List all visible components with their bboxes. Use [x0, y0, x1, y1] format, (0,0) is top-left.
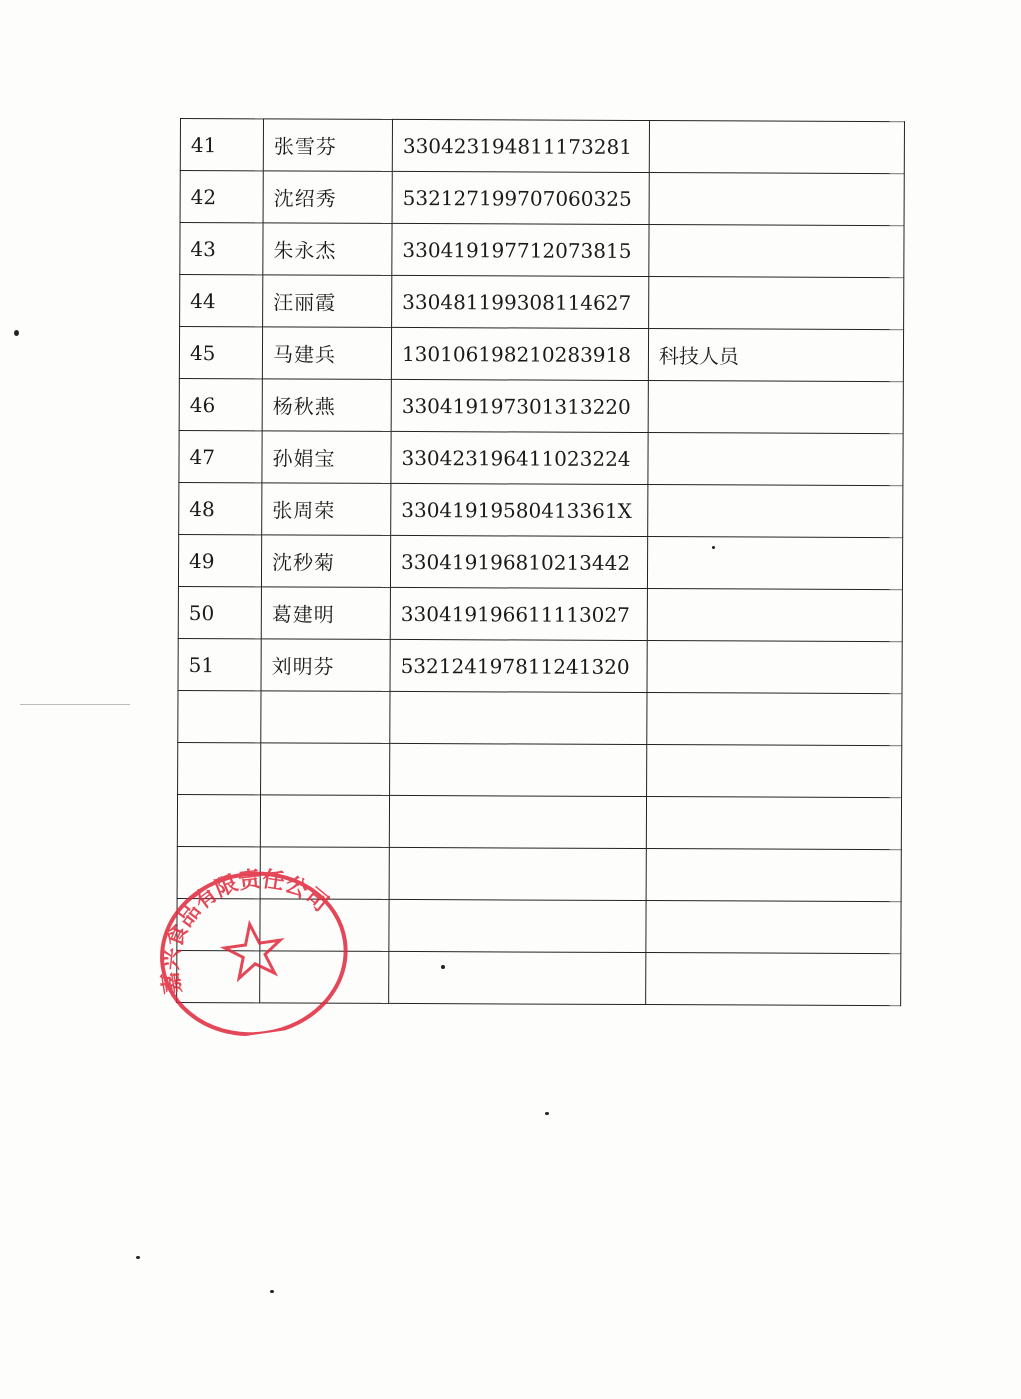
scan-artifact-line: [20, 704, 130, 705]
name-cell: 刘明芬: [261, 639, 390, 692]
seal-text-arc: 嘉兴食品有限责任公司: [158, 867, 333, 996]
name-cell: 杨秋燕: [262, 379, 391, 432]
row-number-cell: 51: [178, 638, 261, 690]
table-row: [177, 794, 901, 849]
scan-speck: [14, 330, 19, 336]
name-cell: [261, 743, 390, 796]
id-number-cell: [389, 847, 646, 900]
id-number-cell: 532124197811241320: [390, 639, 647, 692]
note-cell: [649, 277, 904, 330]
row-number-cell: 46: [179, 378, 262, 430]
note-cell: 科技人员: [648, 329, 903, 382]
name-cell: 葛建明: [261, 587, 390, 640]
row-number-cell: 43: [180, 223, 263, 275]
row-number-cell: 48: [179, 482, 262, 534]
note-cell: [648, 381, 903, 434]
row-number-cell: 50: [178, 586, 261, 638]
table-row: [180, 223, 904, 278]
id-number-cell: [389, 951, 646, 1004]
name-cell: 马建兵: [262, 327, 391, 380]
row-number-cell: 49: [178, 534, 261, 586]
table-row: [179, 482, 903, 537]
name-cell: 张雪芬: [263, 119, 392, 172]
name-cell: 汪丽霞: [263, 275, 392, 328]
id-number-cell: 330423194811173281: [392, 119, 649, 172]
row-number-cell: 44: [180, 275, 263, 327]
name-cell: 沈秒菊: [261, 535, 390, 588]
row-number-cell: 41: [180, 119, 263, 171]
table-row: [178, 586, 902, 641]
table-row: [179, 430, 903, 485]
table-row: [180, 119, 904, 174]
note-cell: [647, 745, 902, 798]
scan-speck: [545, 1112, 549, 1115]
name-cell: 朱永杰: [263, 223, 392, 276]
row-number-cell: [178, 690, 261, 742]
table-row: [178, 534, 902, 589]
note-cell: [647, 693, 902, 746]
seal-star-icon: [222, 920, 285, 979]
table-row: [180, 171, 904, 226]
note-cell: [647, 589, 902, 642]
id-number-cell: [390, 691, 647, 744]
note-cell: [648, 433, 903, 486]
name-cell: [260, 795, 389, 848]
row-number-cell: 42: [180, 171, 263, 223]
id-number-cell: 330419196810213442: [390, 535, 647, 588]
row-number-cell: 45: [179, 327, 262, 379]
note-cell: [646, 797, 901, 850]
note-cell: [646, 849, 901, 902]
note-cell: [649, 225, 904, 278]
name-cell: 沈绍秀: [263, 171, 392, 224]
id-number-cell: 33041919580413361X: [391, 483, 648, 536]
note-cell: [646, 953, 901, 1006]
id-number-cell: [390, 743, 647, 796]
id-number-cell: [389, 795, 646, 848]
note-cell: [648, 485, 903, 538]
table-row: [178, 638, 902, 693]
id-number-cell: 130106198210283918: [391, 327, 648, 380]
note-cell: [647, 641, 902, 694]
table-row: [180, 275, 904, 330]
id-number-cell: 330419197301313220: [391, 379, 648, 432]
name-cell: 孙娟宝: [262, 431, 391, 484]
table-row: [179, 378, 903, 433]
note-cell: [649, 121, 904, 174]
scan-speck: [136, 1256, 140, 1259]
name-cell: [261, 691, 390, 744]
scan-speck: [712, 546, 715, 549]
id-number-cell: 532127199707060325: [392, 171, 649, 224]
row-number-cell: [178, 742, 261, 794]
table-row: [178, 742, 902, 797]
scan-speck: [270, 1290, 274, 1293]
table-row: [178, 690, 902, 745]
id-number-cell: 330419196611113027: [390, 587, 647, 640]
id-number-cell: 330481199308114627: [392, 275, 649, 328]
scan-speck: [441, 965, 445, 969]
row-number-cell: 47: [179, 430, 262, 482]
note-cell: [647, 537, 902, 590]
table-row: [179, 327, 903, 382]
id-number-cell: [389, 899, 646, 952]
row-number-cell: [177, 794, 260, 846]
note-cell: [649, 173, 904, 226]
id-number-cell: 330419197712073815: [392, 223, 649, 276]
name-cell: 张周荣: [262, 483, 391, 536]
company-seal-stamp: [137, 848, 369, 1048]
note-cell: [646, 901, 901, 954]
id-number-cell: 330423196411023224: [391, 431, 648, 484]
